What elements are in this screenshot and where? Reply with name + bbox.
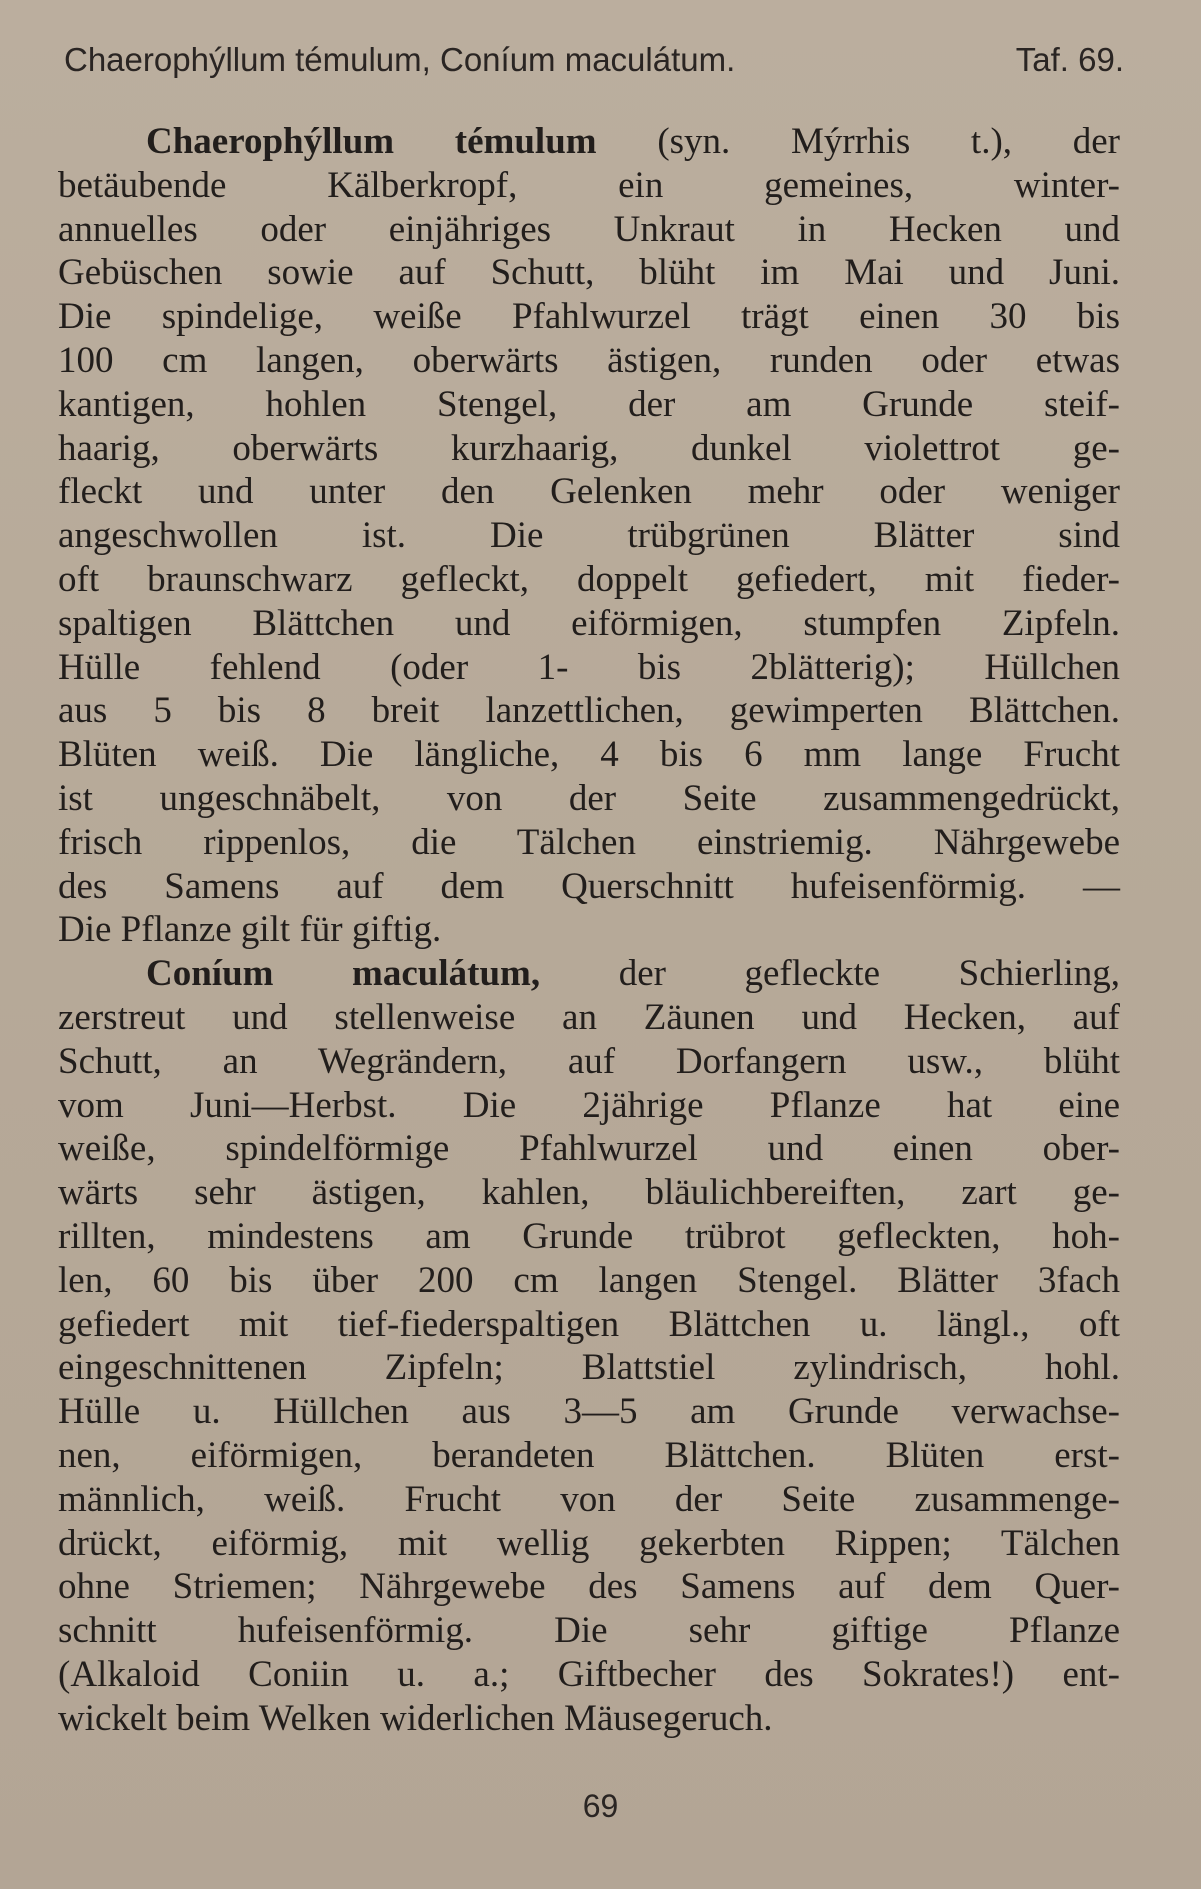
line-text: gefiedert mit tief-fiederspaltigen Blättchen u. längl., oft <box>58 1303 1120 1345</box>
line-text: vom Juni—Herbst. Die 2jährige Pflanze hat eine <box>58 1084 1120 1126</box>
line-text: (Alkaloid Coniin u. a.; Giftbecher des Sokrates!) ent- <box>58 1653 1120 1695</box>
line-text: frisch rippenlos, die Tälchen einstriemig. Nährgewebe <box>58 821 1120 863</box>
text-line <box>58 558 1120 602</box>
plate-number: Taf. 69. <box>1015 41 1124 78</box>
text-line <box>58 514 1120 558</box>
line-text: annuelles oder einjähriges Unkraut in Hecken und <box>58 208 1120 250</box>
line-text: haarig, oberwärts kurzhaarig, dunkel violettrot ge- <box>58 427 1120 469</box>
text-line <box>58 339 1120 383</box>
text-line <box>58 908 1120 952</box>
species-name: Chaerophýllum témulum <box>146 121 597 162</box>
text-line <box>58 733 1120 777</box>
page-number: 69 <box>582 1788 619 1824</box>
line-text: weiße, spindelförmige Pfahlwurzel und einen ober- <box>58 1128 1120 1170</box>
text-line <box>58 1346 1120 1390</box>
text-line <box>58 251 1120 295</box>
line-text: betäubende Kälberkropf, ein gemeines, winter- <box>58 164 1120 206</box>
line-text: des Samens auf dem Querschnitt hufeisenförmig. — <box>58 865 1120 907</box>
text-line <box>58 952 1120 996</box>
line-text: angeschwollen ist. Die trübgrünen Blätter sind <box>58 515 1120 557</box>
line-text: eingeschnittenen Zipfeln; Blattstiel zylindrisch, hohl. <box>58 1347 1120 1389</box>
text-line <box>58 1171 1120 1215</box>
text-line <box>58 646 1120 690</box>
line-text: nen, eiförmigen, berandeten Blättchen. Blüten erst- <box>58 1434 1120 1476</box>
text-line <box>58 1565 1120 1609</box>
line-text: Hülle u. Hüllchen aus 3—5 am Grunde verwachse- <box>58 1391 1120 1433</box>
line-text: Hülle fehlend (oder 1- bis 2blätterig); Hüllchen <box>58 646 1120 688</box>
header-title: Chaerophýllum témulum, Coníum maculátum. <box>64 41 736 78</box>
paragraph-chaerophyllum <box>58 120 1120 952</box>
text-line <box>58 996 1120 1040</box>
line-text: fleckt und unter den Gelenken mehr oder weniger <box>58 471 1120 513</box>
text-line <box>58 1303 1120 1347</box>
text-line <box>58 1522 1120 1566</box>
line-text: Die spindelige, weiße Pfahlwurzel trägt einen 30 bis <box>58 296 1120 338</box>
text-line <box>58 777 1120 821</box>
text-line <box>58 295 1120 339</box>
running-header <box>64 30 1124 90</box>
line-text: Blüten weiß. Die längliche, 4 bis 6 mm lange Frucht <box>58 734 1120 776</box>
text-line <box>58 164 1120 208</box>
text-line <box>58 1040 1120 1084</box>
text-line <box>58 689 1120 733</box>
line-text: zerstreut und stellenweise an Zäunen und Hecken, auf <box>58 996 1120 1038</box>
text-line <box>58 120 1120 164</box>
text-line <box>58 1127 1120 1171</box>
line-text: Gebüschen sowie auf Schutt, blüht im Mai und Juni. <box>58 252 1120 294</box>
line-text: 100 cm langen, oberwärts ästigen, runden oder etwas <box>58 339 1120 381</box>
line-text: wickelt beim Welken widerlichen Mäusegeruch. <box>58 1697 773 1739</box>
text-line <box>58 821 1120 865</box>
text-line <box>58 1259 1120 1303</box>
text-line <box>58 602 1120 646</box>
text-line <box>58 1609 1120 1653</box>
line-text: aus 5 bis 8 breit lanzettlichen, gewimperten Blättchen. <box>58 690 1120 732</box>
line-text: oft braunschwarz gefleckt, doppelt gefiedert, mit fieder- <box>58 558 1120 600</box>
text-line <box>58 865 1120 909</box>
line-text: drückt, eiförmig, mit wellig gekerbten Rippen; Tälchen <box>58 1522 1120 1564</box>
text-line <box>58 1697 1120 1741</box>
line-text: der gefleckte Schierling, <box>540 953 1120 995</box>
line-text: schnitt hufeisenförmig. Die sehr giftige Pflanze <box>58 1610 1120 1652</box>
line-text: Die Pflanze gilt für giftig. <box>58 909 442 951</box>
body-text <box>58 120 1120 1740</box>
line-text: len, 60 bis über 200 cm langen Stengel. Blätter 3fach <box>58 1259 1120 1301</box>
text-line <box>58 383 1120 427</box>
text-line <box>58 470 1120 514</box>
line-text: kantigen, hohlen Stengel, der am Grunde steif- <box>58 383 1120 425</box>
text-line <box>58 1390 1120 1434</box>
line-text: wärts sehr ästigen, kahlen, bläulichbereiften, zart ge- <box>58 1172 1120 1214</box>
paragraph-conium <box>58 952 1120 1740</box>
line-text: Schutt, an Wegrändern, auf Dorfangern usw., blüht <box>58 1040 1120 1082</box>
line-text: rillten, mindestens am Grunde trübrot gefleckten, hoh- <box>58 1215 1120 1257</box>
line-text: ohne Striemen; Nährgewebe des Samens auf dem Quer- <box>58 1566 1120 1608</box>
line-text: spaltigen Blättchen und eiförmigen, stumpfen Zipfeln. <box>58 602 1120 644</box>
line-text: männlich, weiß. Frucht von der Seite zusammenge- <box>58 1478 1120 1520</box>
line-text: (syn. Mýrrhis t.), der <box>596 121 1120 162</box>
line-text: ist ungeschnäbelt, von der Seite zusammengedrückt, <box>58 777 1120 819</box>
text-line <box>58 1478 1120 1522</box>
text-line <box>58 1653 1120 1697</box>
species-name: Coníum maculátum, <box>146 953 541 995</box>
text-line <box>58 1434 1120 1478</box>
text-line <box>58 1084 1120 1128</box>
text-line <box>58 427 1120 471</box>
text-line <box>58 1215 1120 1259</box>
text-line <box>58 208 1120 252</box>
